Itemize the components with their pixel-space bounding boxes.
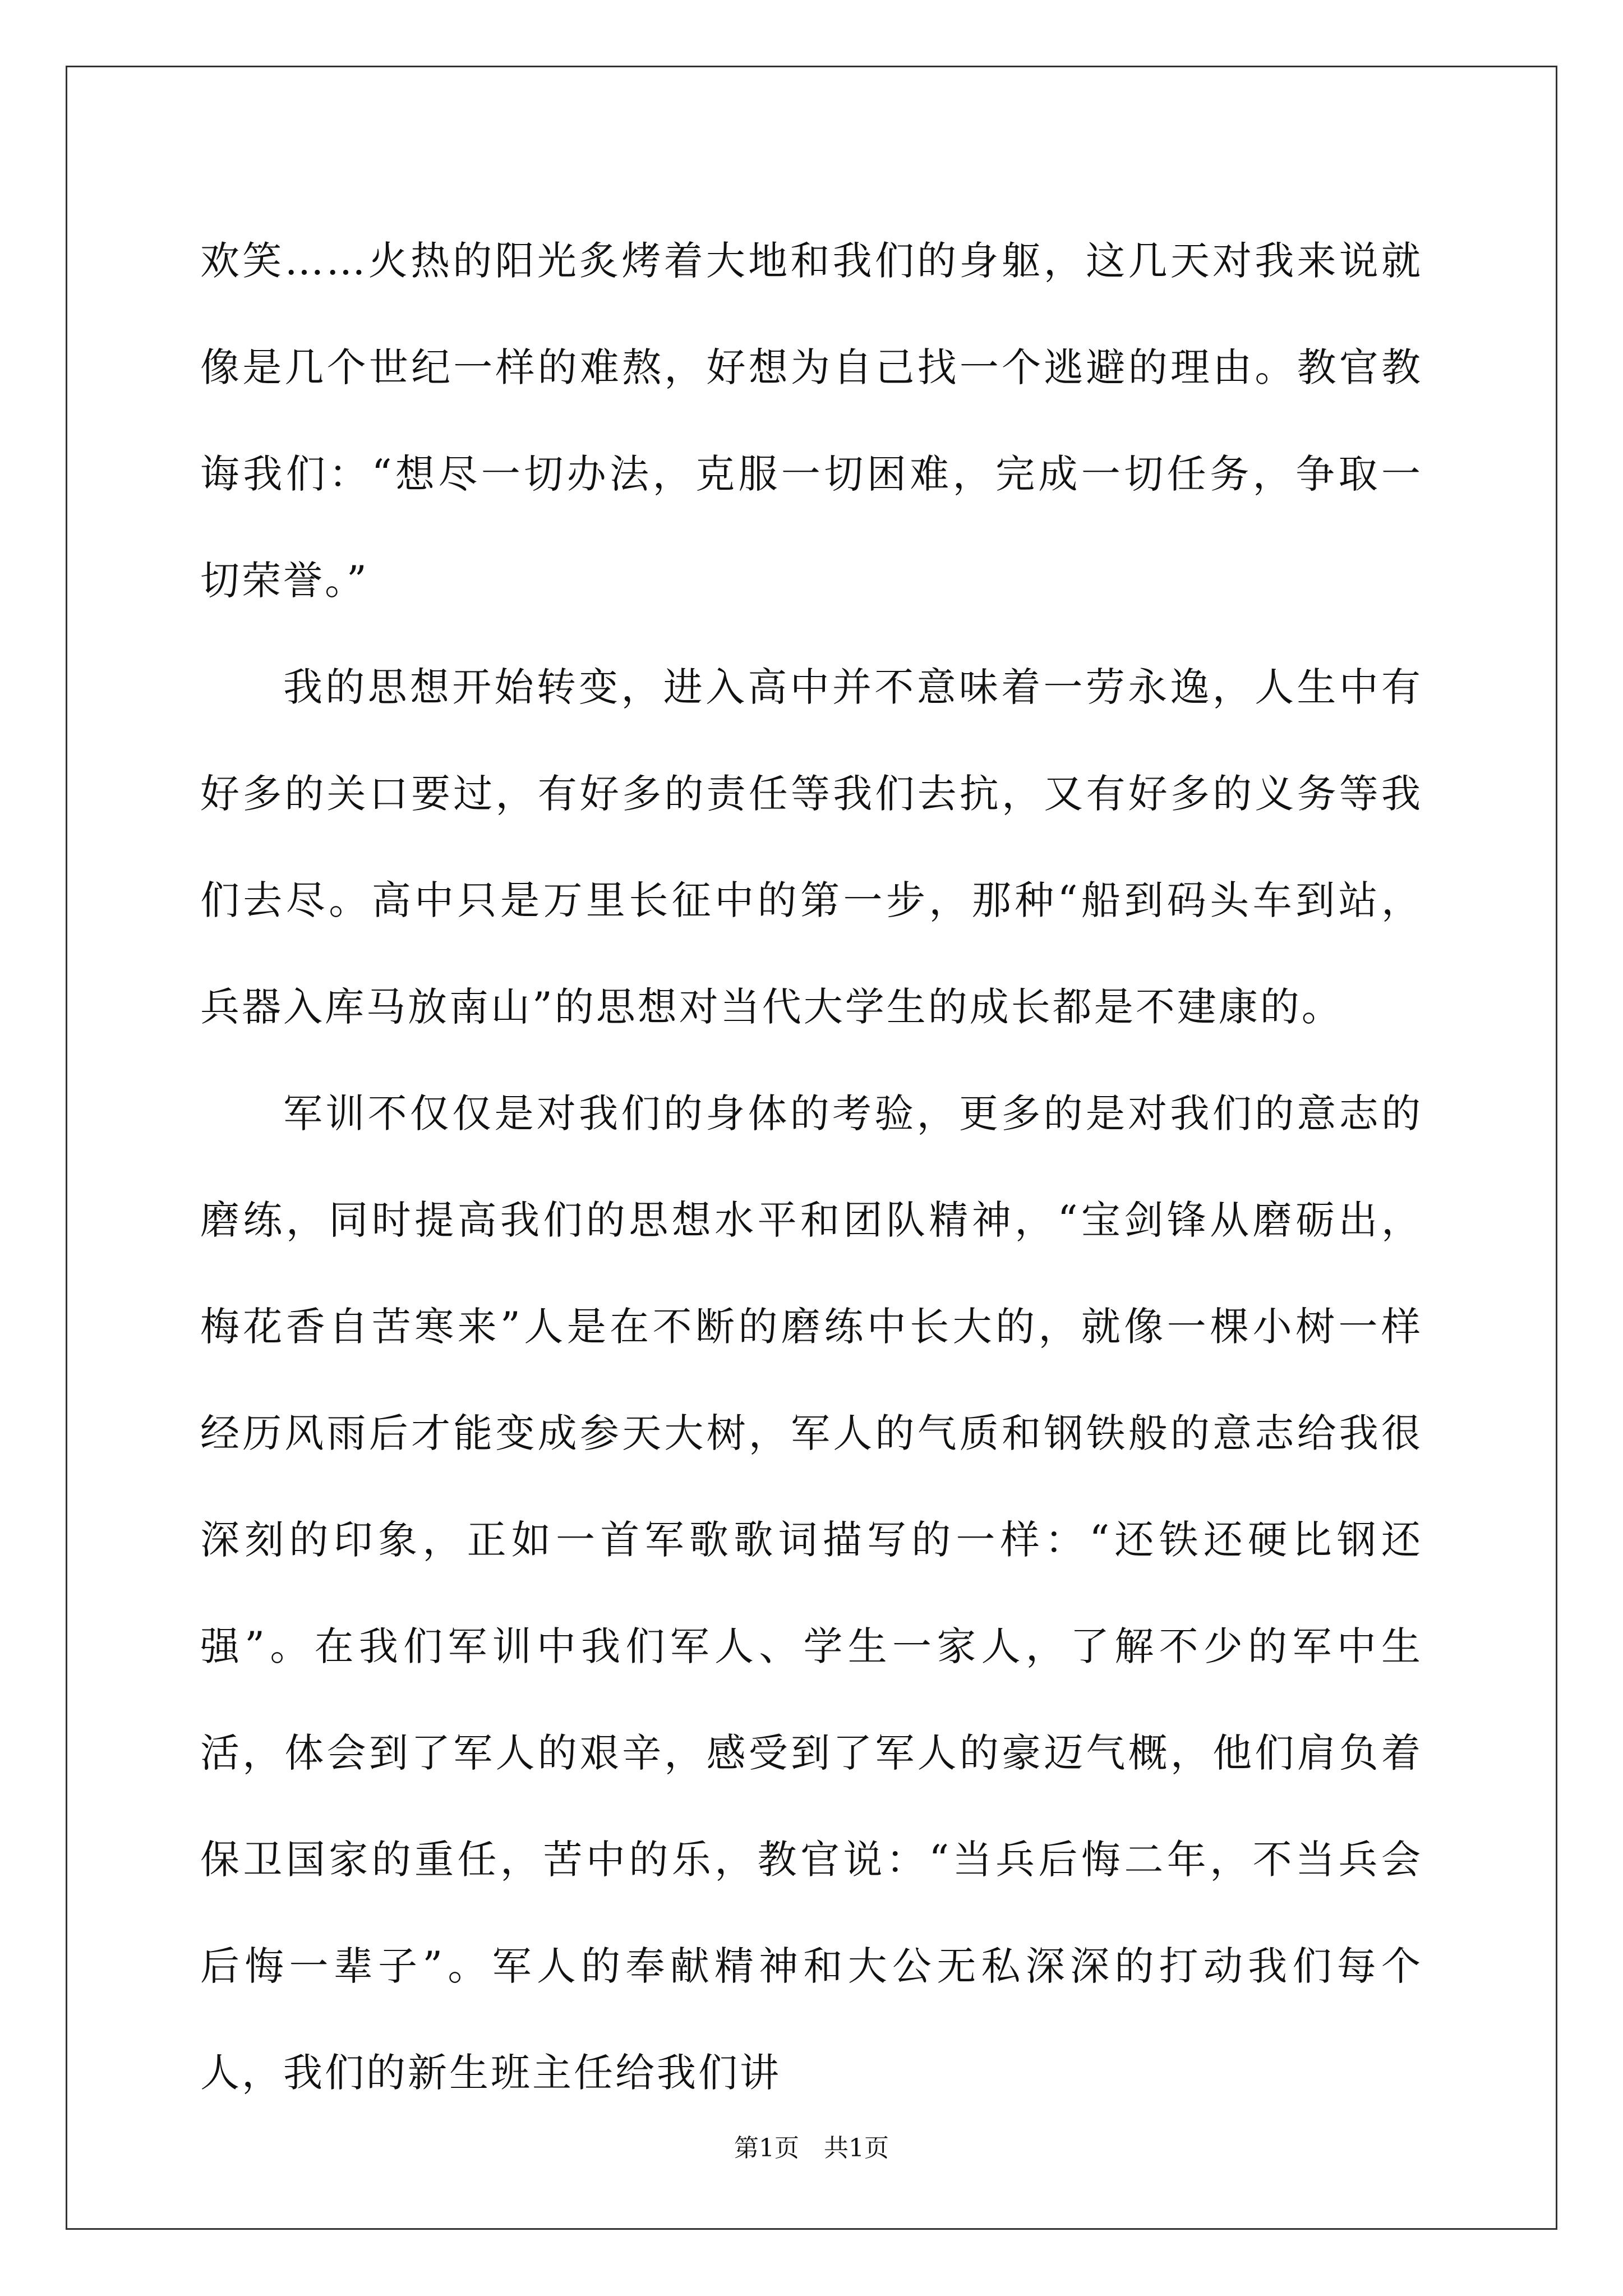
paragraph-2: 我的思想开始转变，进入高中并不意味着一劳永逸，人生中有好多的关口要过，有好多的责任等我们去抗，又有好多的义务等我们去尽。高中只是万里长征中的第一步，那种“船到码头车到站，兵器入库马放南山”的思想对当代大学生的成长都是不建康的。: [200, 664, 1423, 1030]
paragraph-1: 欢笑……火热的阳光炙烤着大地和我们的身躯，这几天对我来说就像是几个世纪一样的难熬，好想为自己找一个逃避的理由。教官教诲我们：“想尽一切办法，克服一切困难，完成一切任务，争取一切荣誉。”: [200, 238, 1423, 604]
page-number-footer: 第1页 共1页: [734, 2134, 889, 2162]
paragraph-3: 军训不仅仅是对我们的身体的考验，更多的是对我们的意志的磨练，同时提高我们的思想水平和团队精神，“宝剑锋从磨砺出，梅花香自苦寒来”人是在不断的磨练中长大的，就像一棵小树一样经历风雨后才能变成参天大树，军人的气质和钢铁般的意志给我很深刻的印象，正如一首军歌歌词描写的一样：“还铁还硬比钢还强”。在我们军训中我们军人、学生一家人，了解不少的军中生活，体会到了军人的艰辛，感受到了军人的豪迈气概，他们肩负着保卫国家的重任，苦中的乐，教官说：“当兵后悔二年，不当兵会后悔一辈子”。军人的奉献精神和大公无私深深的打动我们每个人，我们的新生班主任给我们讲: [200, 1091, 1423, 2096]
document-body: [200, 208, 1423, 2126]
